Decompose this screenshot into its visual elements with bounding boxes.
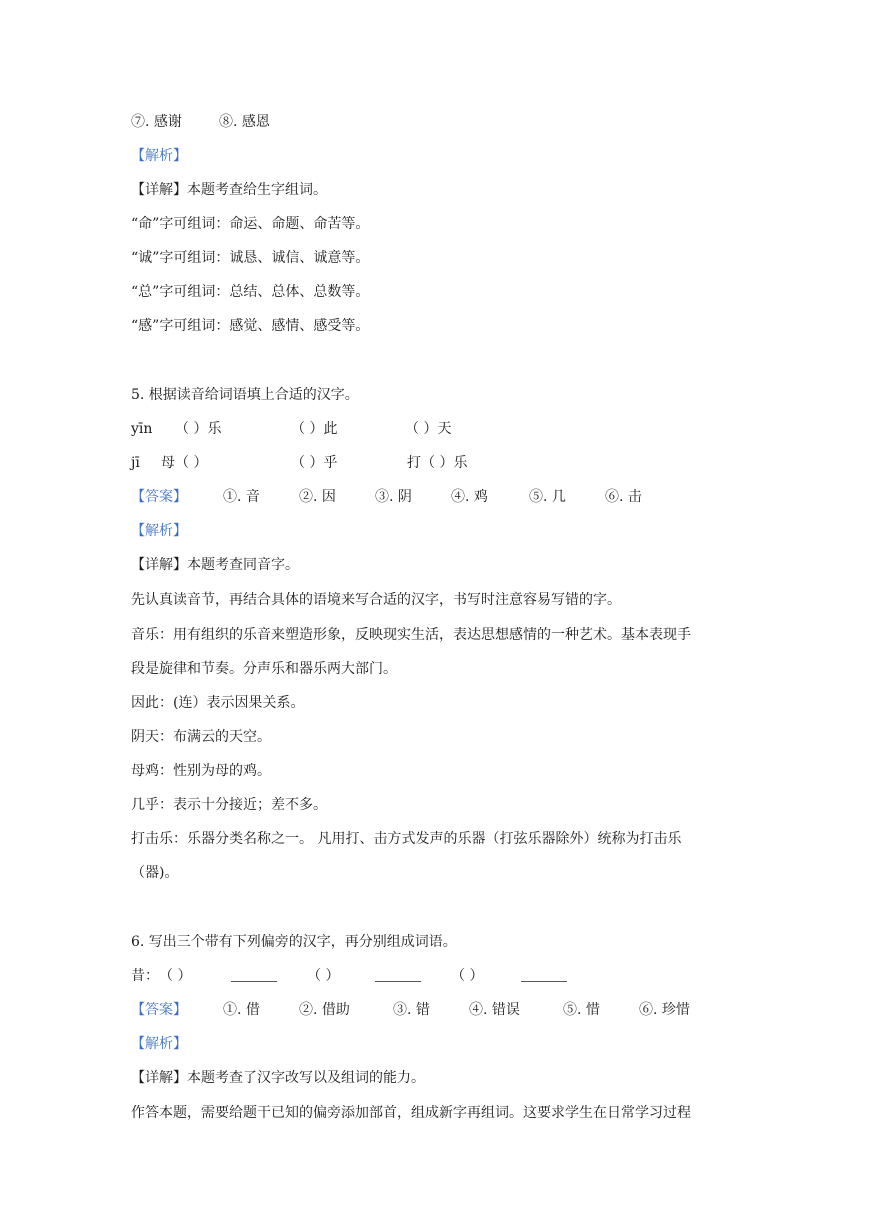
q6-radical: 昔： xyxy=(131,968,159,984)
q5-line-8: 打击乐：乐器分类名称之一。 凡用打、击方式发声的乐器（打弦乐器除外）统称为打击乐 xyxy=(131,831,682,847)
q4-line-1: “命”字可组词：命运、命题、命苦等。 xyxy=(131,216,370,232)
q5-title: 5. 根据读音给词语填上合适的汉字。 xyxy=(131,387,359,403)
q6-title: 6. 写出三个带有下列偏旁的汉字，再分别组成词语。 xyxy=(131,934,457,950)
q6-answer-label: 【答案】 xyxy=(131,1002,187,1018)
q4-answer-8: ⑧. 感恩 xyxy=(219,114,270,130)
q5-analysis-label: 【解析】 xyxy=(131,523,187,539)
q6-detail: 【详解】本题考查了汉字改写以及组词的能力。 xyxy=(131,1070,425,1086)
q5-answer-3: ③. 阴 xyxy=(375,489,412,505)
q6-answer-4: ④. 错误 xyxy=(469,1002,520,1018)
q6-answer-3: ③. 错 xyxy=(393,1002,430,1018)
q5-pinyin-ji: jī xyxy=(131,455,140,471)
q5-blank-ji-2: （ ）乎 xyxy=(291,455,338,471)
q5-answer-2: ②. 因 xyxy=(299,489,336,505)
q5-pinyin-yin: yīn xyxy=(131,421,153,437)
q6-word-line-3 xyxy=(521,966,567,986)
q5-line-3: 段是旋律和节奏。分声乐和器乐两大部门。 xyxy=(131,661,397,677)
q6-paren-1: （ ） xyxy=(159,968,192,984)
q6-answer-1: ①. 借 xyxy=(223,1002,260,1018)
q4-line-4: “感”字可组词：感觉、感情、感受等。 xyxy=(131,318,370,334)
q6-answer-6: ⑥. 珍惜 xyxy=(639,1002,690,1018)
q4-answer-7: ⑦. 感谢 xyxy=(131,114,182,130)
q4-line-2: “诚”字可组词：诚恳、诚信、诚意等。 xyxy=(131,250,370,266)
q5-line-5: 阴天：布满云的天空。 xyxy=(131,729,271,745)
q6-line-1: 作答本题，需要给题干已知的偏旁添加部首，组成新字再组词。这要求学生在日常学习过程 xyxy=(131,1105,691,1121)
q5-line-1: 先认真读音节，再结合具体的语境来写合适的汉字，书写时注意容易写错的字。 xyxy=(131,592,621,608)
q5-line-7: 几乎：表示十分接近；差不多。 xyxy=(131,797,327,813)
q6-analysis-label: 【解析】 xyxy=(131,1036,187,1052)
q6-answer-2: ②. 借助 xyxy=(299,1002,350,1018)
q5-answer-6: ⑥. 击 xyxy=(605,489,642,505)
q5-blank-yin-3: （ ）天 xyxy=(405,421,452,437)
q5-blank-yin-1: （ ）乐 xyxy=(175,421,222,437)
q4-line-3: “总”字可组词：总结、总体、总数等。 xyxy=(131,284,370,300)
q5-answer-4: ④. 鸡 xyxy=(451,489,488,505)
q5-answer-label: 【答案】 xyxy=(131,489,187,505)
q5-line-9: （器)。 xyxy=(131,865,179,881)
q5-answer-1: ①. 音 xyxy=(223,489,260,505)
q4-analysis-label: 【解析】 xyxy=(131,148,187,164)
q5-blank-ji-3: 打（ ）乐 xyxy=(407,455,468,471)
q5-blank-yin-2: （ ）此 xyxy=(291,421,338,437)
q5-line-4: 因此：(连）表示因果关系。 xyxy=(131,695,305,711)
q4-detail: 【详解】本题考查给生字组词。 xyxy=(131,182,327,198)
q6-paren-2: （ ） xyxy=(307,968,340,984)
q5-detail: 【详解】本题考查同音字。 xyxy=(131,557,299,573)
q6-paren-3: （ ） xyxy=(451,968,484,984)
q5-answer-5: ⑤. 几 xyxy=(529,489,566,505)
q5-line-2: 音乐：用有组织的乐音来塑造形象，反映现实生活，表达思想感情的一种艺术。基本表现手 xyxy=(131,627,691,643)
q6-word-line-2 xyxy=(375,966,421,986)
q5-blank-ji-1: 母（ ） xyxy=(161,455,208,471)
q6-answer-5: ⑤. 惜 xyxy=(563,1002,600,1018)
q5-line-6: 母鸡：性别为母的鸡。 xyxy=(131,763,271,779)
q6-word-line-1 xyxy=(231,966,277,986)
